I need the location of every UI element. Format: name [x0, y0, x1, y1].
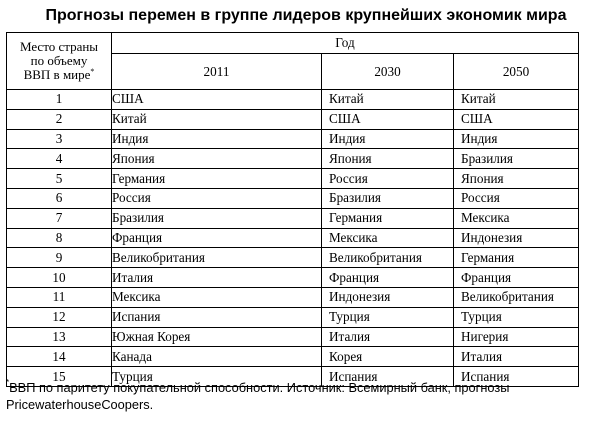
country-2011-cell: США — [112, 90, 322, 110]
country-2011-cell: Япония — [112, 149, 322, 169]
country-2011-cell: Китай — [112, 109, 322, 129]
country-2050-cell: Великобритания — [454, 287, 579, 307]
year-header-2030: 2030 — [322, 54, 454, 90]
country-2030-cell: Германия — [322, 208, 454, 228]
country-2050-cell: Испания — [454, 367, 579, 387]
rank-cell: 1 — [7, 90, 112, 110]
rank-header-line-2: по объему — [30, 53, 88, 68]
country-2011-cell: Россия — [112, 188, 322, 208]
table-row — [7, 208, 579, 228]
gdp-leaders-table — [6, 32, 579, 387]
table-body — [7, 90, 579, 387]
country-2030-cell: Индия — [322, 129, 454, 149]
country-2011-cell: Южная Корея — [112, 327, 322, 347]
country-2030-cell: Великобритания — [322, 248, 454, 268]
year-group-header: Год — [112, 33, 579, 54]
country-2011-cell: Мексика — [112, 287, 322, 307]
country-2011-cell: Италия — [112, 268, 322, 288]
country-2011-cell: Германия — [112, 169, 322, 189]
country-2050-cell: Нигерия — [454, 327, 579, 347]
country-2050-cell: Индия — [454, 129, 579, 149]
rank-cell: 7 — [7, 208, 112, 228]
table-row — [7, 109, 579, 129]
rank-cell: 5 — [7, 169, 112, 189]
country-2050-cell: Китай — [454, 90, 579, 110]
footnote-marker: * — [90, 67, 95, 76]
country-2030-cell: Россия — [322, 169, 454, 189]
footnote-line-2: PricewaterhouseCoopers. — [6, 397, 154, 412]
table-row — [7, 307, 579, 327]
rank-cell: 8 — [7, 228, 112, 248]
country-2050-cell: Россия — [454, 188, 579, 208]
year-header-2011: 2011 — [112, 54, 322, 90]
country-2030-cell: Италия — [322, 327, 454, 347]
rank-cell: 2 — [7, 109, 112, 129]
table-row — [7, 149, 579, 169]
country-2011-cell: Индия — [112, 129, 322, 149]
country-2030-cell: Мексика — [322, 228, 454, 248]
country-2030-cell: Индонезия — [322, 287, 454, 307]
country-2030-cell: Китай — [322, 90, 454, 110]
country-2050-cell: Бразилия — [454, 149, 579, 169]
country-2050-cell: Япония — [454, 169, 579, 189]
footnote — [6, 379, 596, 413]
table-row — [7, 327, 579, 347]
footnote-mark: * — [6, 378, 10, 387]
country-2011-cell: Испания — [112, 307, 322, 327]
rank-cell: 9 — [7, 248, 112, 268]
country-2011-cell: Великобритания — [112, 248, 322, 268]
country-2011-cell: Бразилия — [112, 208, 322, 228]
footnote-line-1 — [6, 379, 596, 396]
country-2030-cell: Бразилия — [322, 188, 454, 208]
rank-column-header — [7, 33, 112, 90]
table-row — [7, 129, 579, 149]
footnote-text-1: ВВП по паритету покупательной способности. Источник: Всемирный банк, прогнозы — [9, 380, 510, 395]
rank-cell: 4 — [7, 149, 112, 169]
rank-header-line-1: Место страны — [19, 39, 99, 54]
country-2050-cell: Турция — [454, 307, 579, 327]
table-row — [7, 347, 579, 367]
country-2050-cell: Италия — [454, 347, 579, 367]
country-2050-cell: Индонезия — [454, 228, 579, 248]
table-row — [7, 228, 579, 248]
rank-cell: 14 — [7, 347, 112, 367]
country-2030-cell: Турция — [322, 307, 454, 327]
rank-cell: 11 — [7, 287, 112, 307]
page-title: Прогнозы перемен в группе лидеров крупнейших экономик мира — [45, 7, 567, 24]
country-2050-cell: Франция — [454, 268, 579, 288]
table-row — [7, 188, 579, 208]
country-2050-cell: Германия — [454, 248, 579, 268]
rank-cell: 3 — [7, 129, 112, 149]
rank-header-line-3: ВВП в мире — [23, 67, 91, 82]
year-header-2050: 2050 — [454, 54, 579, 90]
country-2030-cell: США — [322, 109, 454, 129]
table-row — [7, 169, 579, 189]
rank-cell: 13 — [7, 327, 112, 347]
rank-cell: 12 — [7, 307, 112, 327]
country-2050-cell: США — [454, 109, 579, 129]
country-2030-cell: Япония — [322, 149, 454, 169]
table-row — [7, 287, 579, 307]
country-2030-cell: Франция — [322, 268, 454, 288]
table-row — [7, 268, 579, 288]
country-2011-cell: Канада — [112, 347, 322, 367]
country-2050-cell: Мексика — [454, 208, 579, 228]
country-2011-cell: Франция — [112, 228, 322, 248]
rank-cell: 6 — [7, 188, 112, 208]
country-2030-cell: Испания — [322, 367, 454, 387]
rank-cell: 10 — [7, 268, 112, 288]
country-2030-cell: Корея — [322, 347, 454, 367]
table-row — [7, 248, 579, 268]
country-2011-cell: Турция — [112, 367, 322, 387]
rank-cell: 15 — [7, 367, 112, 387]
table-row — [7, 90, 579, 110]
